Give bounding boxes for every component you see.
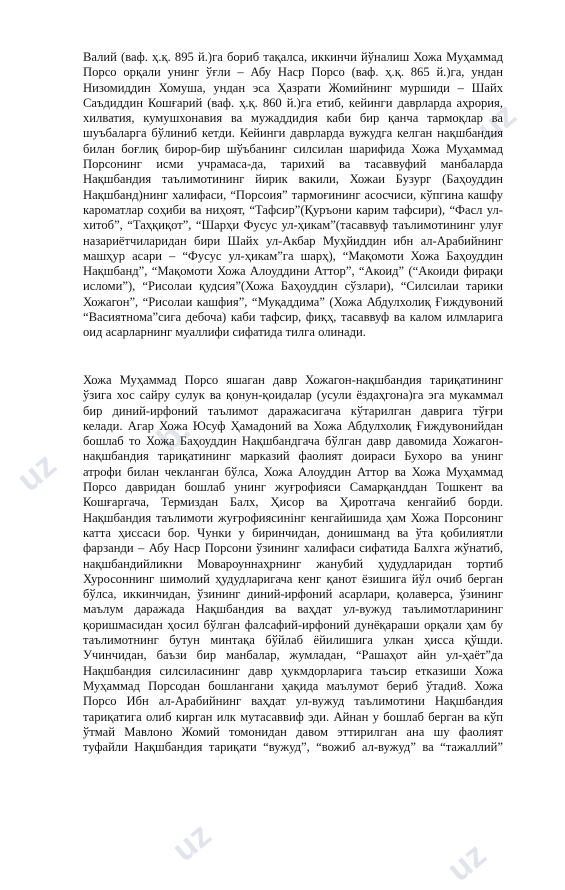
text-line: Муҳаммад Порсодан бошлангани ҳақида маълумот бериб ўтади8. Хожа: [83, 678, 503, 693]
text-line: Порсо орқали унинг ўғли – Абу Наср Порсо (ваф. ҳ.қ. 865 й.)га, ундан: [83, 65, 503, 80]
text-line: Нақшбанд)нинг халифаси, “Порсоия” тармоғининг асосчиси, кўпгина кашфу: [83, 187, 503, 202]
watermark-3: b.: [150, 410, 198, 460]
text-line: Нақшбанд”, “Мақомоти Хожа Алоуддини Аттор”, “Акоид” (“Акоиди фирақи: [83, 264, 503, 279]
text-line: ўтмай Мавлоно Жомий томонидан давом эттирилган ана шу фаолият: [83, 724, 503, 739]
text-line: маълум даражада Нақшбандия ва ваҳдат ул-вужуд таълимотларининг: [83, 602, 503, 617]
text-line: Порсонинг исми учрамаса-да, тарихий ва тасаввуфий манбаларда: [83, 157, 503, 172]
watermark-2: uz: [10, 445, 64, 500]
text-line: ўзига хос сайру сулук ва қонун-қоидалар (усули ёздаҳгона)га эга мукаммал: [83, 388, 503, 403]
watermark-5: uz: [440, 835, 494, 890]
text-line: бир диний-ирфоний таълимот даражасигача кўтарилган даврига тўғри: [83, 403, 503, 418]
text-line: фарзанди – Абу Наср Порсони ўзининг халифаси сифатида Балхга жўнатиб,: [83, 541, 503, 556]
text-line: Порсо давридан бошлаб унинг жуғрофияси Самарқанддан Тошкент ва: [83, 480, 503, 495]
text-line: қоришмасидан ҳосил бўлган фалсафий-ирфоний дунёқараши орқали ҳам бу: [83, 617, 503, 632]
text-line: хилватия, кумушхонавия ва мужаддидия каби бир қанча тармоқлар ва: [83, 111, 503, 126]
text-line: кароматлар соҳиби ва ниҳоят, “Тафсир”(Қуръони карим тафсири), “Фасл ул-: [83, 202, 503, 217]
text-line: назариётчиларидан бири Шайх ул-Акбар Муҳйиддин ибн ал-Арабийнинг: [83, 233, 503, 248]
text-line: Порсо Ибн ал-Арабийнинг ваҳдат ул-вужуд таълимотини Нақшбандия: [83, 694, 503, 709]
text-line: Нақшбандия таълимотининг йирик вакили, Хожаи Бузург (Баҳоуддин: [83, 172, 503, 187]
watermark-1: uz: [470, 95, 524, 150]
text-line: Нақшбандия таълимоти жуғрофиясинінг кенгайишида ҳам Хожа Порсонинг: [83, 510, 503, 525]
text-line: Хожа Муҳаммад Порсо яшаган давр Хожагон-нақшбандия тариқатининг: [83, 373, 503, 387]
watermark-4: uz: [165, 815, 219, 870]
text-line: таълимотнинг бутун минтақа бўйлаб ёйилишига улкан ҳисса қўшди.: [83, 633, 503, 648]
text-line: Хожагон”, “Рисолаи кашфия”, “Муқаддима” (Хожа Абдулхолиқ Ғиждувоний: [83, 294, 503, 309]
paragraph-2: [83, 373, 503, 755]
text-line: нақшбандия тариқатининг марказий фаолият доираси Бухоро ва унинг: [83, 449, 503, 464]
text-line: “Васиятнома”сига дебоча) каби тафсир, фиқҳ, тасаввуф ва калом илмларига: [83, 310, 503, 325]
text-line: Нақшбандия силсиласининг давр ҳукмдорларига таъсир етказиши Хожа: [83, 663, 503, 678]
text-line: Хуросоннинг шимолий ҳудудларигача кенг қанот ёзишига йўл очиб берган: [83, 571, 503, 586]
text-line: исломи”), “Рисолаи қудсия”(Хожа Баҳоуддин сўзлари), “Силсилаи тарики: [83, 279, 503, 294]
text-line: туфайли Нақшбандия тариқати “вужуд”, “вожиб ал-вужуд” ва “тажаллий”: [83, 740, 503, 755]
text-line: оид асарларнинг муаллифи сифатида тилга олинади.: [83, 325, 366, 340]
text-line: атрофи билан чекланган бўлса, Хожа Алоуддин Аттор ва Хожа Муҳаммад: [83, 464, 503, 479]
text-line: Саъдиддин Кошғарий (ваф. ҳ.қ. 860 й.)га етиб, кейинги даврларда аҳрория,: [83, 95, 503, 110]
text-line: билан боғлиқ бирор-бир шўъбанинг силсилан шарифида Хожа Муҳаммад: [83, 141, 503, 156]
paragraph-1: [83, 50, 503, 341]
text-line: машҳур асари – “Фусус ул-ҳикам”га шарҳ), “Мақомоти Хожа Баҳоуддин: [83, 248, 503, 263]
text-line: тариқатига олиб кирган илк мутасаввиф эди. Айнан у бошлаб берган ва кўп: [83, 709, 503, 724]
text-line: келади. Агар Хожа Юсуф Ҳамадоний ва Хожа Абдулхолиқ Ғиждувонийдан: [83, 418, 503, 433]
text-line: бўлса, иккинчидан, ўзининг диний-ирфоний асарлари, қолаверса, ўзининг: [83, 587, 503, 602]
text-line: Валий (ваф. ҳ.қ. 895 й.)га бориб тақалса, иккинчи йўналиш Хожа Муҳаммад: [83, 50, 503, 64]
text-line: Кошғаргача, Термиздан Балх, Ҳисор ва Ҳиротгача кенгайиб борди.: [83, 495, 503, 510]
text-line: катта ҳиссаси бор. Чунки у биринчидан, донишманд ва ўта қобилиятли: [83, 525, 503, 540]
text-line: Низомиддин Хомуша, ундан эса Ҳазрати Жомийнинг муршиди – Шайх: [83, 80, 503, 95]
text-line: нақшбандийликни Мовароуннаҳрнинг жанубий ҳудудларидан тортиб: [83, 556, 503, 571]
text-line: хитоб”, “Таҳқиқот”, “Шарҳи Фусус ул-ҳикам”(тасаввуф таълимотининг улуғ: [83, 218, 503, 233]
text-line: бошлаб то Хожа Баҳоуддин Нақшбандгача бўлган давр давомида Хожагон-: [83, 434, 503, 449]
text-line: Учинчидан, баъзи бир манбалар, жумладан, “Рашаҳот айн ул-ҳаёт”да: [83, 648, 503, 663]
text-line: шуъбаларга бўлиниб кетди. Кейинги даврларда вужудга келган нақшбандия: [83, 126, 503, 141]
